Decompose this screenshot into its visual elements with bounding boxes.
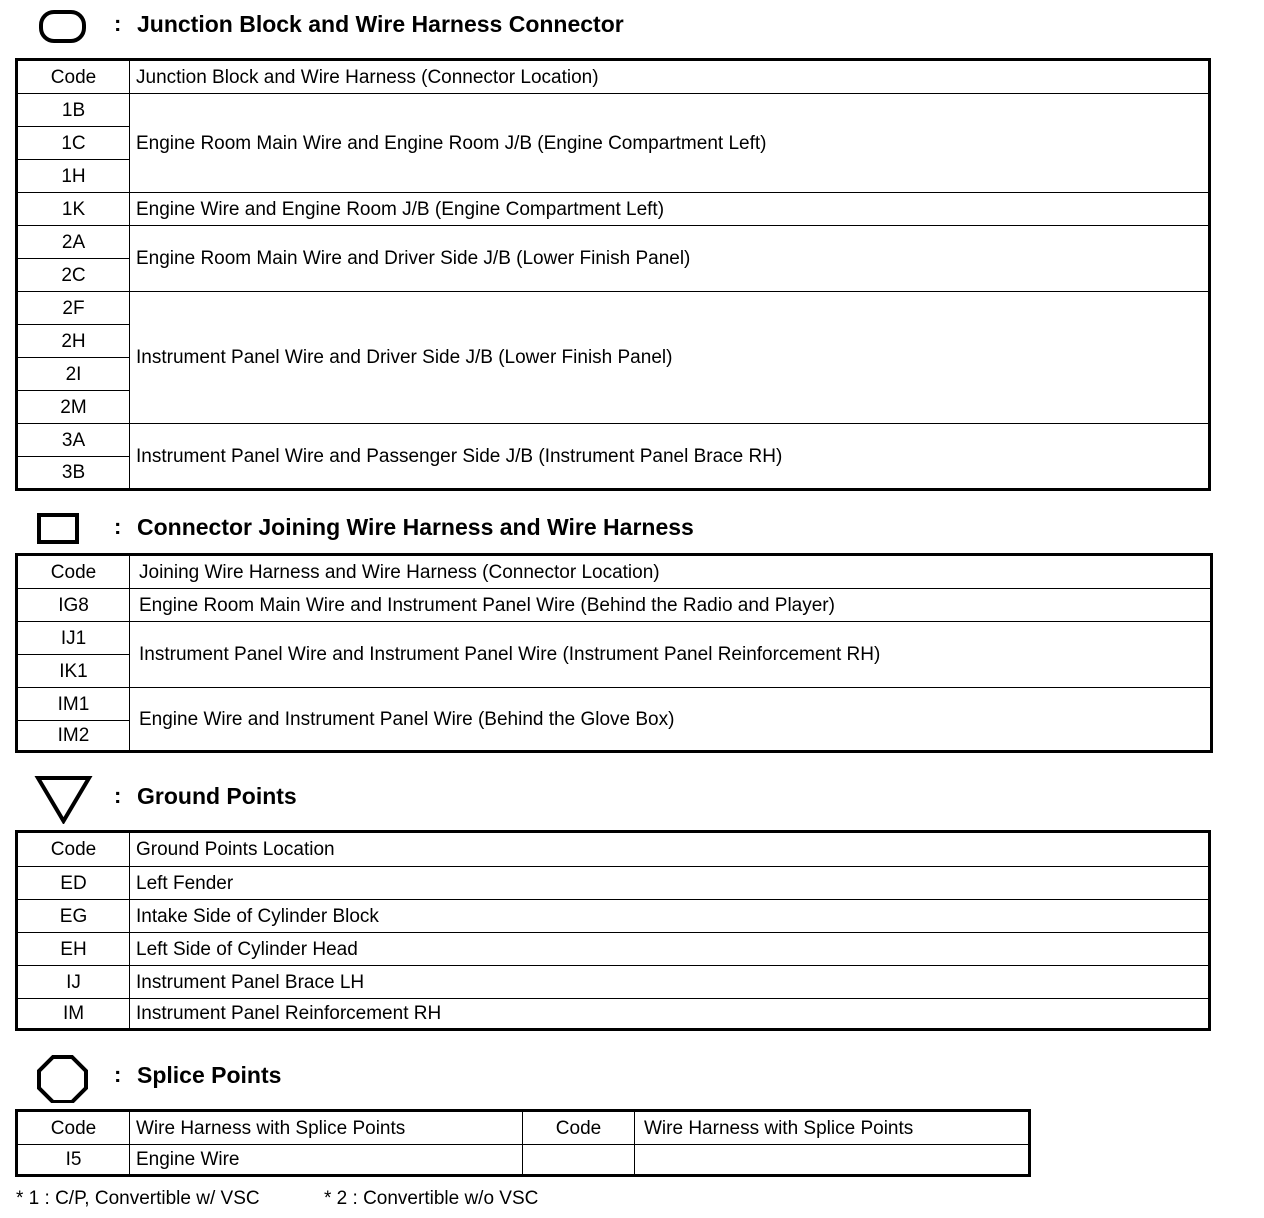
- table-row: [17, 999, 1210, 1030]
- connector-section-heading: [0, 507, 1000, 547]
- table-row: [17, 933, 1210, 966]
- table-row: [17, 94, 1210, 127]
- code-cell: I5: [17, 1145, 130, 1176]
- junction-section-title: Junction Block and Wire Harness Connector: [137, 10, 624, 37]
- code-cell: 2H: [17, 325, 130, 358]
- table-row: [17, 292, 1210, 325]
- header-code-2: Code: [523, 1111, 635, 1145]
- code-cell: EG: [17, 900, 130, 933]
- table-row: [17, 622, 1212, 655]
- code-cell-2: [523, 1145, 635, 1176]
- code-cell: 1C: [17, 127, 130, 160]
- connector-colon: :: [114, 514, 122, 539]
- connector-table: [15, 553, 1213, 753]
- header-code: Code: [17, 60, 130, 94]
- table-row: [17, 900, 1210, 933]
- splice-colon: :: [114, 1062, 122, 1087]
- triangle-icon: [0, 776, 100, 824]
- desc-cell: Engine Wire and Instrument Panel Wire (Behind the Glove Box): [130, 688, 1212, 752]
- table-row: [17, 589, 1212, 622]
- desc-cell: Instrument Panel Brace LH: [130, 966, 1210, 999]
- ground-table: [15, 830, 1211, 1031]
- header-desc: Junction Block and Wire Harness (Connector Location): [130, 60, 1210, 94]
- rectangle-icon: [0, 507, 100, 547]
- code-cell: 3B: [17, 457, 130, 490]
- header-desc-2: Wire Harness with Splice Points: [635, 1111, 1030, 1145]
- table-header-row: [17, 60, 1210, 94]
- octagon-icon: [0, 1055, 100, 1103]
- desc-cell: Instrument Panel Wire and Passenger Side J/B (Instrument Panel Brace RH): [130, 424, 1210, 490]
- table-row: [17, 193, 1210, 226]
- header-desc: Wire Harness with Splice Points: [130, 1111, 523, 1145]
- desc-cell: Instrument Panel Wire and Instrument Panel Wire (Instrument Panel Reinforcement RH): [130, 622, 1212, 688]
- desc-cell: Instrument Panel Wire and Driver Side J/B (Lower Finish Panel): [130, 292, 1210, 424]
- code-cell: ED: [17, 867, 130, 900]
- code-cell: 2I: [17, 358, 130, 391]
- code-cell: EH: [17, 933, 130, 966]
- table-header-row: [17, 1111, 1030, 1145]
- header-code: Code: [17, 832, 130, 867]
- table-row: [17, 226, 1210, 259]
- code-cell: 3A: [17, 424, 130, 457]
- ground-section-title: Ground Points: [137, 782, 297, 809]
- desc-cell: Engine Room Main Wire and Instrument Panel Wire (Behind the Radio and Player): [130, 589, 1212, 622]
- desc-cell: Engine Room Main Wire and Driver Side J/B (Lower Finish Panel): [130, 226, 1210, 292]
- code-cell: 1H: [17, 160, 130, 193]
- code-cell: 1K: [17, 193, 130, 226]
- code-cell: IG8: [17, 589, 130, 622]
- junction-table: [15, 58, 1211, 491]
- code-cell: IJ: [17, 966, 130, 999]
- code-cell: IM: [17, 999, 130, 1030]
- rounded-rectangle-icon: [0, 4, 100, 44]
- table-header-row: [17, 555, 1212, 589]
- code-cell: IM2: [17, 721, 130, 752]
- code-cell: IJ1: [17, 622, 130, 655]
- desc-cell: Engine Room Main Wire and Engine Room J/B (Engine Compartment Left): [130, 94, 1210, 193]
- code-cell: 2C: [17, 259, 130, 292]
- table-row: [17, 424, 1210, 457]
- desc-cell: Instrument Panel Reinforcement RH: [130, 999, 1210, 1030]
- table-row: [17, 1145, 1030, 1176]
- desc-cell-2: [635, 1145, 1030, 1176]
- junction-section-heading: [0, 4, 1000, 44]
- code-cell: 2M: [17, 391, 130, 424]
- footnote-1: * 1 : C/P, Convertible w/ VSC: [16, 1188, 260, 1209]
- ground-section-heading: [0, 776, 1000, 816]
- ground-colon: :: [114, 783, 122, 808]
- header-code: Code: [17, 1111, 130, 1145]
- junction-colon: :: [114, 11, 122, 36]
- table-row: [17, 966, 1210, 999]
- footnote-2: * 2 : Convertible w/o VSC: [324, 1188, 539, 1209]
- splice-section-title: Splice Points: [137, 1061, 282, 1088]
- header-code: Code: [17, 555, 130, 589]
- splice-section-heading: [0, 1055, 1000, 1095]
- desc-cell: Intake Side of Cylinder Block: [130, 900, 1210, 933]
- desc-cell: Engine Wire and Engine Room J/B (Engine Compartment Left): [130, 193, 1210, 226]
- code-cell: IM1: [17, 688, 130, 721]
- desc-cell: Engine Wire: [130, 1145, 523, 1176]
- table-row: [17, 688, 1212, 721]
- table-row: [17, 867, 1210, 900]
- code-cell: 2A: [17, 226, 130, 259]
- code-cell: 1B: [17, 94, 130, 127]
- splice-table: [15, 1109, 1031, 1177]
- connector-section-title: Connector Joining Wire Harness and Wire Harness: [137, 513, 694, 540]
- header-desc: Ground Points Location: [130, 832, 1210, 867]
- desc-cell: Left Fender: [130, 867, 1210, 900]
- code-cell: 2F: [17, 292, 130, 325]
- header-desc: Joining Wire Harness and Wire Harness (Connector Location): [130, 555, 1212, 589]
- desc-cell: Left Side of Cylinder Head: [130, 933, 1210, 966]
- code-cell: IK1: [17, 655, 130, 688]
- table-header-row: [17, 832, 1210, 867]
